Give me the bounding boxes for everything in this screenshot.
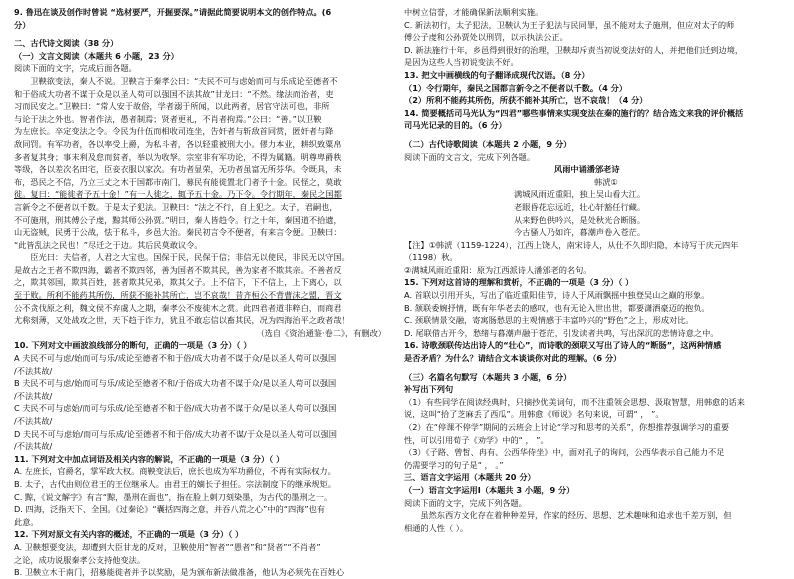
text-line: 阅读下面的文言文，完成下列各题。 bbox=[404, 151, 536, 162]
text-line: /不法其故/ bbox=[14, 365, 53, 376]
text-line: （2）在“停课不停学”期间的云班会上讨论“学习和思考的关系”，你想推荐强调学习的重要 bbox=[404, 422, 730, 432]
text-line: 傅公子虔和公孙贾处以刑罚，以示执法公正。 bbox=[404, 32, 568, 43]
text-line: 说，这叫“拾了芝麻丢了西瓜”。用韩愈《师说》名句来说，可谓“ ， ”。 bbox=[404, 409, 664, 420]
text-line: 是否矛盾？为什么？请结合文本谈谈你对此的理解。（6 分） bbox=[404, 353, 622, 364]
text-line: （1）令行期年，秦民之国都言新令之不便者以千数。（4 分） bbox=[404, 82, 628, 93]
text-line: 性，可以引用荀子《劝学》中的“ ， ”。 bbox=[404, 434, 549, 445]
text-line: B. 卫鞅立木于南门，招募能徙者并予以奖励，是为颁布新法做准备，他认为必须先在百姓心 bbox=[14, 567, 345, 578]
right-column bbox=[404, 6, 780, 534]
text-line: “此皆乱法之民也！”尽迁之于边。其后民莫敢议令。 bbox=[14, 239, 203, 250]
text-line: C. 新法初行，太子犯法，卫鞅认为王子犯法与民同罪，虽不能对太子施刑，但应对太子的师 bbox=[404, 19, 735, 30]
text-line: 满城风雨近重阳，独上吴山看大江。 bbox=[514, 189, 646, 200]
text-line: 是故古之王者不欺四海，霸者不欺四邻，善为国者不欺其民，善为家者不欺其亲。不善者反 bbox=[14, 264, 342, 275]
text-line: 【注】①韩淲（1159-1224），江西上饶人，南宋诗人，从仕不久即归隐，本诗写于庆元四年 bbox=[404, 239, 739, 250]
text-line: 补写出下列句 bbox=[404, 384, 454, 395]
text-line: 风雨中诵潘邠老诗 bbox=[554, 164, 620, 175]
text-line: A. 左庶长，官爵名，掌军政大权。商鞅变法后，庶长也成为军功爵位，不再有实际权力。 bbox=[14, 466, 336, 477]
text-line: （一）文言文阅读（本题共 6 小题，23 分） bbox=[14, 50, 179, 61]
text-line: 今古骚人乃如许，暮潮声卷入苍茫。 bbox=[514, 227, 646, 238]
text-line: 仍需要学习的句子是“ ， 。” bbox=[404, 459, 504, 470]
text-line: 14. 简要概括司马光认为“四君”哪些事情来实现变法在秦的施行的？结合选文来我的评价概括 bbox=[404, 107, 744, 118]
text-line: （3）《子路、曾皙、冉有、公西华侍坐》中，面对孔子的询问，公西华表示自己能力不足 bbox=[404, 447, 725, 458]
text-line: 不可施刑，刑其傅公子虔，黥其师公孙贾。”明日，秦人皆趋令。行之十年，秦国道不拾遗， bbox=[14, 214, 342, 225]
text-line: 从来野色供吟兴，是处秋光合断肠。 bbox=[514, 214, 646, 225]
text-line: （选自《资治通鉴·卷二》，有删改） bbox=[256, 327, 386, 338]
text-line: 尤称刻薄，又处战攻之世，天下趋于诈力，犹且不敢忘信以畜其民，况为四海治平之政者哉！ bbox=[14, 315, 350, 326]
text-line: C 夫民不可与虑始/而可与乐成/论至德者不和于俗/成大功者不谋于众/是以圣人苟可以强国 bbox=[14, 403, 337, 414]
text-line: A. 卫鞅想要变法，却遭到大臣甘龙的反对，卫鞅使用“智者”“愚者”和“贤者”“不肖者” bbox=[14, 541, 321, 552]
text-line: /不法其故/ bbox=[14, 390, 53, 401]
text-line: 是因为这些人当初说变法不好。 bbox=[404, 57, 519, 68]
text-line: （2）所利不能药其所伤，所获不能补其所亡，岂不哀哉！（4 分） bbox=[404, 95, 648, 106]
text-line: 等级，各以差次名田宅，臣妾衣服以家次。有功者显荣，无功者虽富无所芬华。令既具，未 bbox=[14, 164, 342, 175]
text-line: 阅读下面的文字，完成下列各题。 bbox=[404, 497, 527, 508]
text-line: 为左庶长。卒定变法之令。令民为什伍而相收司连坐，告奸者与斩敌首同赏，匿奸者与降 bbox=[14, 126, 334, 137]
text-line: 中树立信誉，才能确保新法顺利实施。 bbox=[404, 7, 544, 17]
text-line: B. 太子，古代由则位君王的王位继承人。由君王的嫡长子担任。宗法制度下的继承规矩。 bbox=[14, 478, 336, 489]
text-line: 13. 把文中画横线的句子翻译成现代汉语。（8 分） bbox=[404, 69, 590, 80]
text-line: C. 黥，《说文解字》有言“黥，墨刑在面也”，指在脸上刺刀刻染墨，为古代的墨刑之一。 bbox=[14, 491, 333, 502]
text-line: 司马光记录的目的。（6 分） bbox=[404, 120, 507, 131]
text-line: 三、语言文字运用（本题共 20 分） bbox=[404, 472, 536, 483]
left-column bbox=[14, 6, 386, 579]
text-line: A 夫民不可与虑/始而可与乐/成论至德者不和于俗/成大功者不谋于众/是以圣人苟可以强国 bbox=[14, 353, 337, 364]
text-line: （1）有些同学在阅读经典时，只摘抄优美词句，而不注重领会思想、汲取智慧，用韩愈的话来 bbox=[404, 396, 745, 407]
text-line: 与论于法之外也。智者作法，愚者制焉；贤者更礼，不肖者拘焉。”公曰：“善。”以卫鞅 bbox=[14, 113, 322, 124]
text-line: 敌同罚。有军功者，各以率受上爵，为私斗者，各以轻重被刑大小。僇力本业，耕织致粟帛 bbox=[14, 138, 342, 149]
text-line: D. 新法施行十年，乡邑得到很好的治理，卫鞅却斥责当初说变法好的人，并把他们迁到边境， bbox=[404, 44, 744, 55]
text-line: D. 四海，泛指天下、全国。《过秦论》“囊括四海之意，并吞八荒之心”中的“四海”也有 bbox=[14, 504, 325, 515]
text-line: 韩淲① bbox=[594, 176, 618, 187]
text-line: 徙。复曰：“能徙者予五十金！”有一人徙之，辄予五十金。乃下令。令行期年，秦民之国都 bbox=[14, 189, 342, 200]
text-line: 16. 诗歌颈联传达出诗人的“壮心”，而诗歌的颈联又写出了诗人的“断肠”，这两种情感 bbox=[404, 340, 722, 351]
text-line: 10. 下列对文中画波浪线部分的断句，正确的一项是（3 分）（ ） bbox=[14, 340, 252, 351]
text-line: 山无盗贼，民勇于公战，怯于私斗，乡邑大治。秦民初言令不便者，有来言令便。卫鞅曰： bbox=[14, 227, 342, 238]
text-line: 和于俗成大功者不谋于众是以圣人苟可以强国不法其故”甘龙曰：“不然。缘法而治者，吏 bbox=[14, 88, 334, 99]
text-line: A. 首联以引用开头，写出了临近重阳佳节，诗人于风雨飘摇中独登吴山之巅的形象。 bbox=[404, 290, 710, 301]
text-line: C. 颈联情景交融，寄寓肠愁思的主观情感于丰富吟兴的“野色”之上，形成对比。 bbox=[404, 315, 694, 326]
text-line: 15. 下列对这首诗的理解和赏析，不正确的一项是（3 分）（ ） bbox=[404, 277, 634, 288]
text-line: 公不贪伐原之利，魏文侯不弃虞人之期，秦孝公不废徙木之赏。此四君者道非粹白，而商君 bbox=[14, 302, 342, 313]
text-line: （一）语言文字运用Ⅰ（本题共 3 小题，9 分） bbox=[404, 484, 575, 495]
text-line: ②满城风雨近重阳：原为江西派诗人潘邠老的名句。 bbox=[404, 264, 592, 275]
text-line: 老眼昏花忘远近，壮心轩豁任行藏。 bbox=[514, 201, 646, 212]
text-line: 之，欺其邻国，欺其百姓，甚者欺其兄弟，欺其父子。上不信下，下不信上，上下离心，以 bbox=[14, 277, 342, 288]
text-line: 之论，成功说服秦孝公支持他变法。 bbox=[14, 554, 146, 565]
text-line: 卫鞅欲变法，秦人不说。卫鞅言于秦孝公曰：“夫民不可与虑始而可与乐成论至德者不 bbox=[30, 75, 338, 86]
text-line: 多者复其身；事末利及怠而贫者，举以为收孥。宗室非有军功论，不得为属籍。明尊卑爵秩 bbox=[14, 151, 342, 162]
text-line: D. 尾联借古开今，愁绪与暮潮声融于苍茫，引发读者共鸣，写出深沉的悲情诗意之中。 bbox=[404, 327, 719, 338]
text-line: （二）古代诗歌阅读（本题共 2 小题，9 分） bbox=[404, 138, 572, 149]
text-line: B 夫民不可与虑/始而可与乐/成论至德者不和/于俗成大功者不谋于众/是以圣人苟可以强国 bbox=[14, 378, 337, 389]
text-line: D 夫民不可与虑始/而可与乐成/论至德者不和于俗/成大功者不谋/于众是以圣人苟可以强国 bbox=[14, 428, 337, 439]
text-line: 臣光曰：夫信者，人君之大宝也。国保于民，民保于信；非信无以使民，非民无以守国。 bbox=[30, 252, 350, 263]
text-line: 言新令之不便者以千数。于是太子犯法。卫鞅曰：“法之不行，自上犯之。太子，君嗣也， bbox=[14, 201, 338, 212]
text-line: B. 颔联委婉抒情，既有年华老去的感叹，也有无论入世出世，都要潇洒豪迈的抱负。 bbox=[404, 302, 710, 313]
text-line: 至于败。所利不能药其所伤，所获不能补其所亡，岂不哀哉！昔齐桓公不背曹沫之盟，晋文 bbox=[14, 290, 342, 301]
text-line: 二、古代诗文阅读（38 分） bbox=[14, 38, 119, 49]
text-line: /不法其故/ bbox=[14, 441, 53, 452]
text-line: 习而民安之。”卫鞅曰：“常人安于故俗，学者溺于所闻，以此两者，居官守法可也，非所 bbox=[14, 101, 330, 112]
text-line: 布，恐民之不信，乃立三丈之木于国都市南门，募民有能徙置北门者予十金。民怪之，莫敢 bbox=[14, 176, 342, 187]
text-line: （1198）秋。 bbox=[404, 252, 458, 263]
text-line: 虽然东西方文化存在着种种差异，作家的经历、思想、艺术趣味和追求也千差万别，但 bbox=[420, 510, 732, 521]
text-line: 阅读下面的文字，完成后面各题。 bbox=[14, 63, 137, 74]
text-line: /不法其故/ bbox=[14, 416, 53, 426]
text-line: 9. 鲁迅在谈及创作时曾说 “选材要严，开掘要深。”请据此简要说明本文的创作特点。(6 bbox=[14, 7, 332, 17]
text-line: 11. 下列对文中加点词语及相关内容的解说，不正确的一项是（3 分）（ ） bbox=[14, 453, 285, 464]
text-line: 此意。 bbox=[14, 516, 39, 527]
text-line: （三）名篇名句默写（本题共 3 小题，6 分） bbox=[404, 371, 572, 382]
text-line: 12. 下列对原文有关内容的概述，不正确的一项是（3 分）（ ） bbox=[14, 529, 244, 540]
text-line: 分） bbox=[14, 19, 31, 30]
text-line: 相通的人性（ ）。 bbox=[404, 522, 469, 533]
